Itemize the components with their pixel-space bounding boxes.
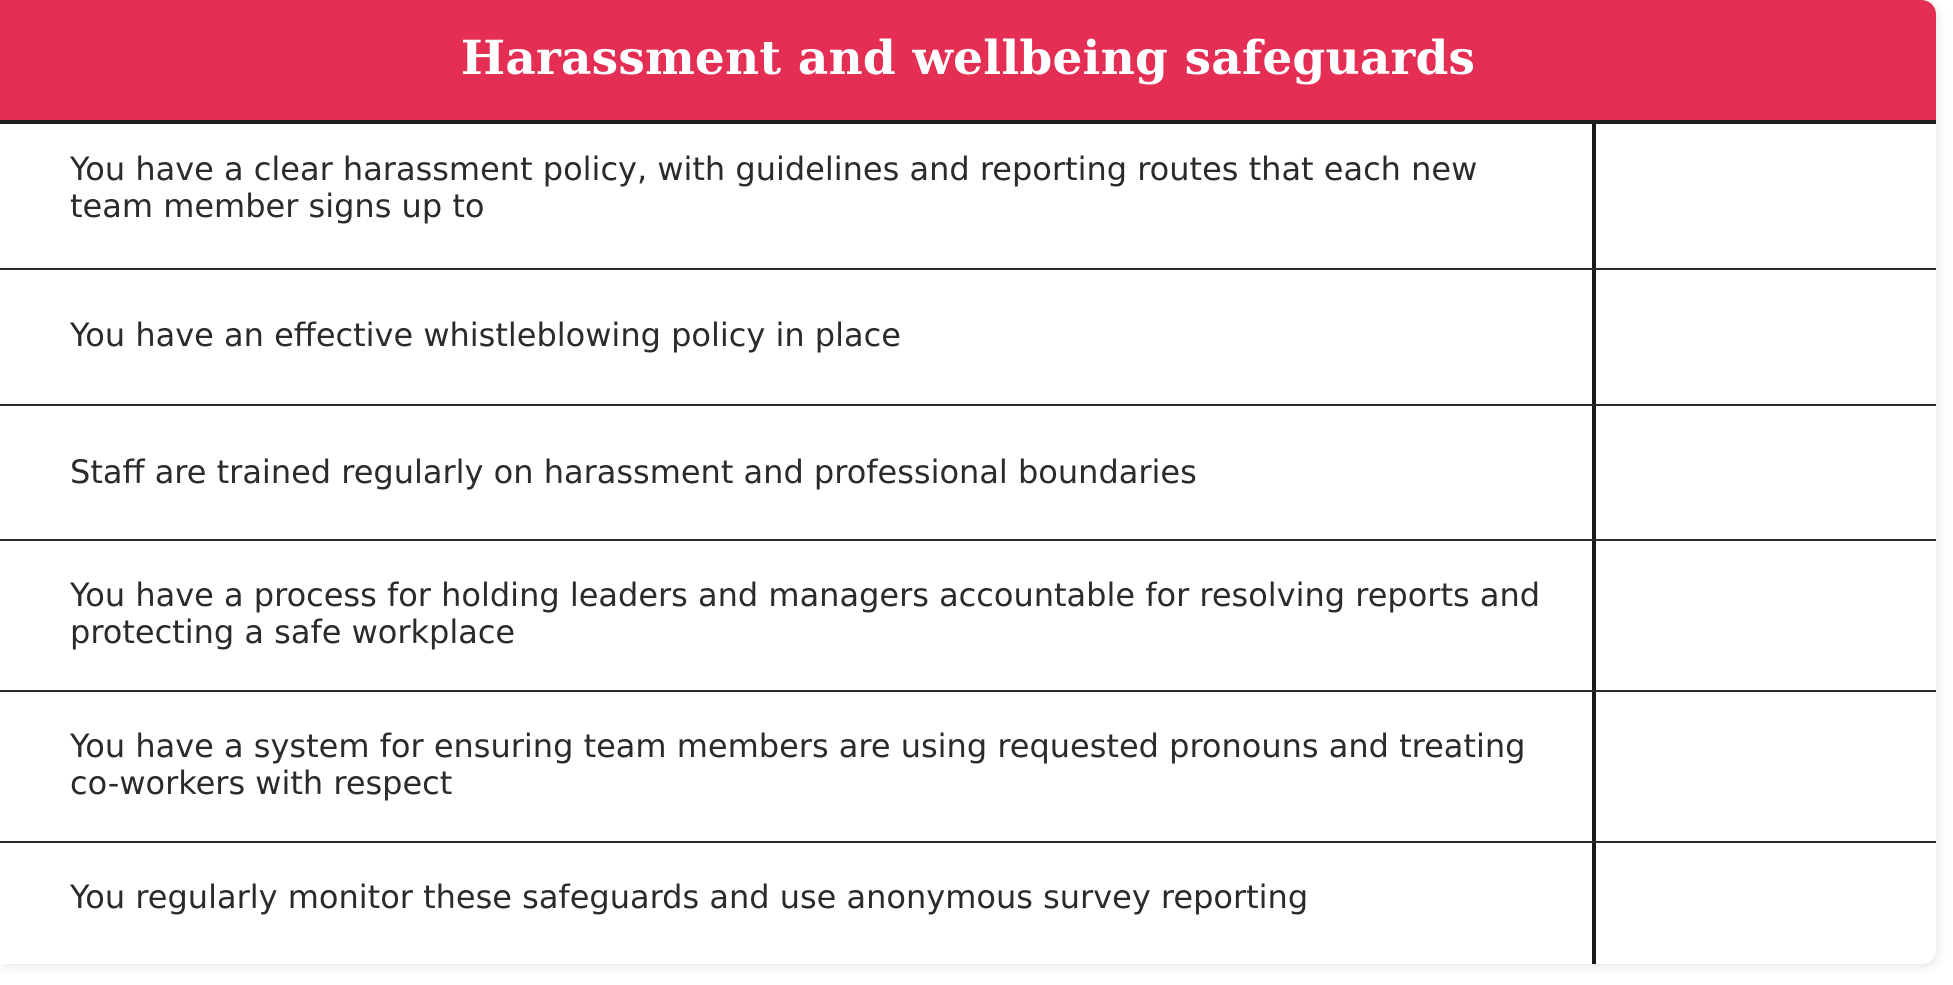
- checklist-item-text: You have an effective whistleblowing policy in place: [70, 315, 901, 354]
- checklist-row: [0, 692, 1936, 843]
- checklist-row: [0, 541, 1936, 692]
- checklist-item-text: You have a system for ensuring team members are using requested pronouns and treating co-workers with respect: [70, 726, 1526, 802]
- checklist-item-text: Staff are trained regularly on harassment and professional boundaries: [70, 453, 1197, 491]
- checklist-row: [0, 124, 1936, 270]
- checklist-item-text: You regularly monitor these safeguards and use anonymous survey reporting: [70, 878, 1309, 916]
- table-header: [0, 0, 1936, 124]
- checklist-row: [0, 843, 1936, 964]
- checklist-check-cell[interactable]: [1592, 541, 1936, 690]
- checklist-check-cell[interactable]: [1592, 124, 1936, 268]
- checklist-row: [0, 406, 1936, 541]
- checklist-rows: [0, 124, 1936, 964]
- checklist-check-cell[interactable]: [1592, 270, 1936, 404]
- checklist-item-text: You have a clear harassment policy, with guidelines and reporting routes that each new team member signs up to: [70, 150, 1478, 225]
- table-title: Harassment and wellbeing safeguards: [460, 30, 1476, 86]
- checklist-check-cell[interactable]: [1592, 406, 1936, 539]
- checklist-row: [0, 270, 1936, 406]
- checklist-check-cell[interactable]: [1592, 843, 1936, 964]
- checklist-item-text: You have a process for holding leaders and managers accountable for resolving reports and protecting a safe workplace: [70, 575, 1541, 651]
- checklist-check-cell[interactable]: [1592, 692, 1936, 841]
